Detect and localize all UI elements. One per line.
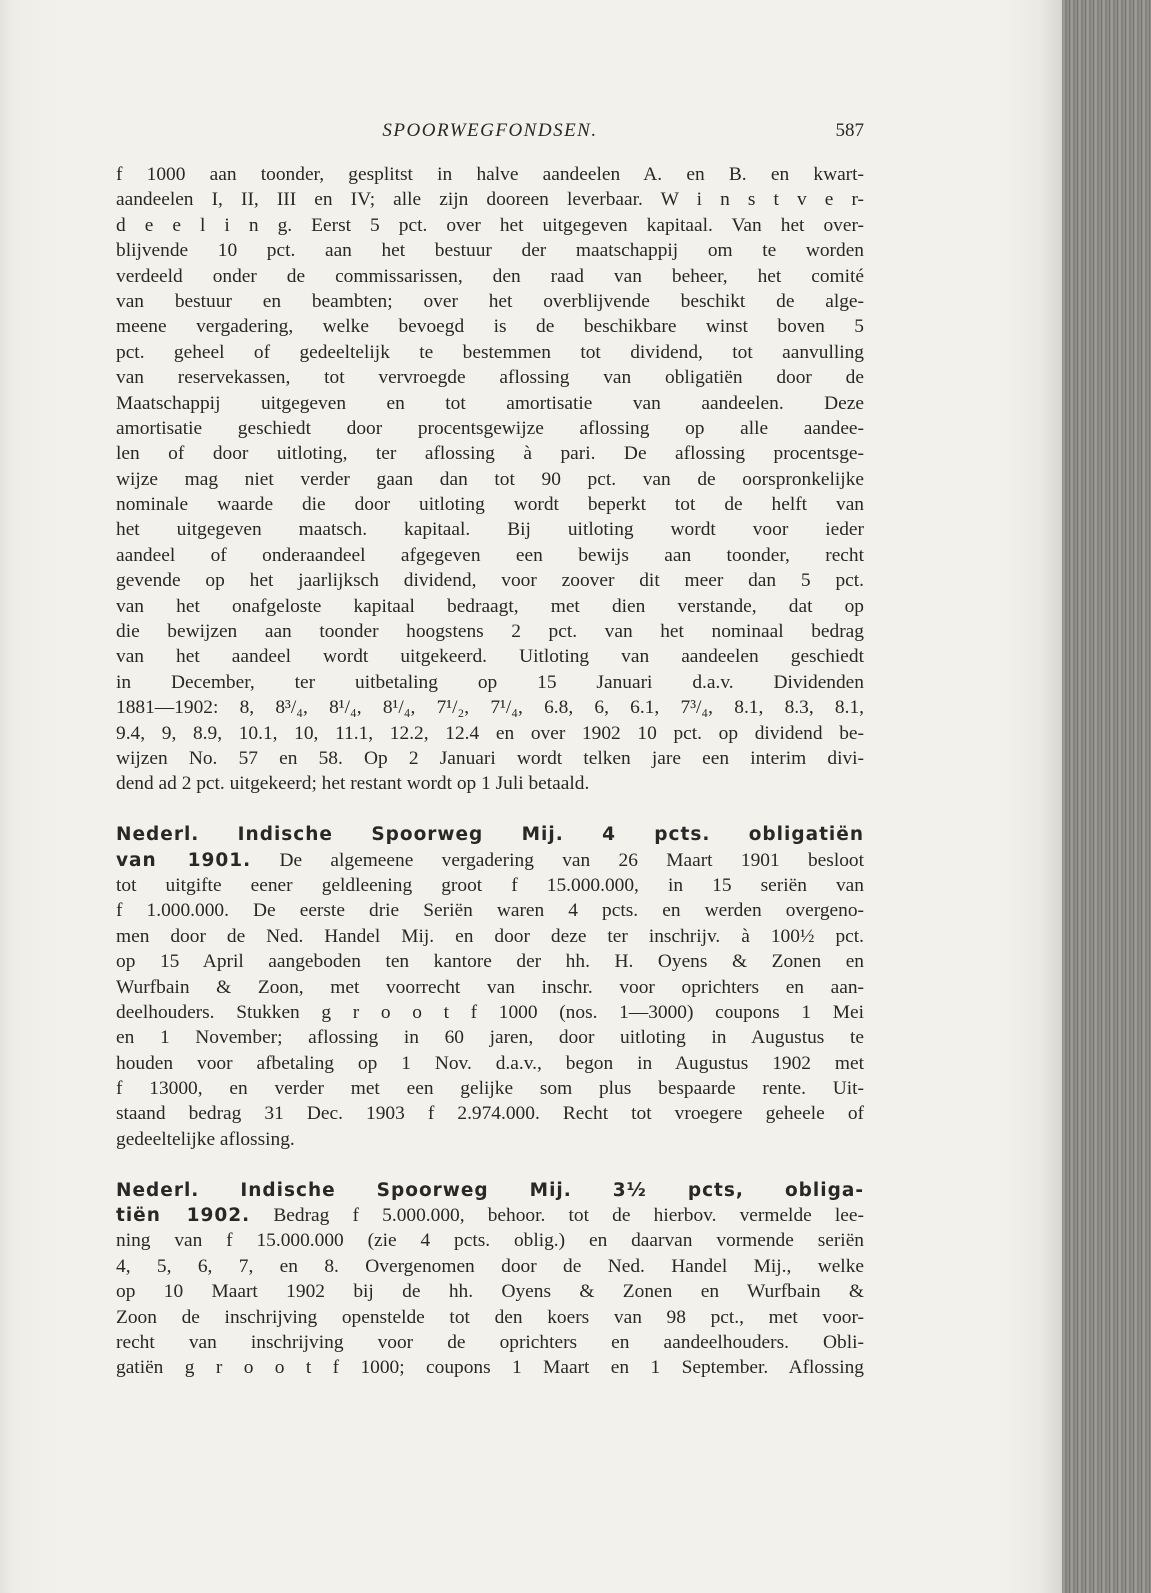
text-line: gatiën g r o o t f 1000; coupons 1 Maart en 1 September. Aflossing [116, 1357, 864, 1379]
text-line: 9.4, 9, 8.9, 10.1, 10, 11.1, 12.2, 12.4 en over 1902 10 pct. op dividend be- [116, 722, 864, 744]
book-spine [1062, 0, 1151, 1593]
section-heading: Nederl. Indische Spoorweg Mij. 4 pcts. obligatiën [116, 824, 864, 846]
text-line: f 1.000.000. De eerste drie Seriën waren 4 pcts. en werden overgeno- [116, 900, 864, 922]
section-obligaties-1901 [116, 822, 864, 1152]
paragraph-dividend-rules [116, 162, 864, 797]
paragraph-gap [116, 797, 864, 822]
text-line: blijvende 10 pct. aan het bestuur der maatschappij om te worden [116, 240, 864, 262]
text-line: gedeeltelijke aflossing. [116, 1128, 295, 1150]
text-line: verdeeld onder de commissarissen, den raad van beheer, het comité [116, 265, 864, 287]
text-line: die bewijzen aan toonder hoogstens 2 pct. van het nominaal bedrag [116, 621, 864, 643]
text-line: ning van f 15.000.000 (zie 4 pcts. oblig.) en daarvan vormende seriën [116, 1230, 864, 1252]
text-line: van het onafgeloste kapitaal bedraagt, met dien verstande, dat op [116, 595, 864, 617]
text-line: f 1000 aan toonder, gesplitst in halve aandeelen A. en B. en kwart- [116, 164, 864, 185]
text-line: amortisatie geschiedt door procentsgewijze aflossing op alle aandee- [116, 417, 864, 439]
paragraph-gap [116, 1152, 864, 1177]
text-line: f 13000, en verder met een gelijke som plus bespaarde rente. Uit- [116, 1078, 864, 1100]
text-line: recht van inschrijving voor de oprichters en aandeelhouders. Obli- [116, 1331, 864, 1353]
text-line [116, 848, 864, 873]
text-line: dend ad 2 pct. uitgekeerd; het restant wordt op 1 Juli betaald. [116, 773, 590, 795]
running-head [116, 120, 864, 150]
page-number: 587 [835, 120, 864, 141]
text-line: wijze mag niet verder gaan dan tot 90 pct. van de oorspronkelijke [116, 468, 864, 490]
text-line: staand bedrag 31 Dec. 1903 f 2.974.000. Recht tot vroegere geheele of [116, 1103, 864, 1125]
section-first-line: Bedrag f 5.000.000, behoor. tot de hierbov. vermelde lee- [273, 1205, 864, 1227]
text-line: van bestuur en beambten; over het overblijvende beschikt de alge- [116, 290, 864, 312]
text-line: op 10 Maart 1902 bij de hh. Oyens & Zonen en Wurfbain & [116, 1281, 864, 1303]
text-line: wijzen No. 57 en 58. Op 2 Januari wordt telken jare een interim divi- [116, 747, 864, 769]
text-line: op 15 April aangeboden ten kantore der hh. H. Oyens & Zonen en [116, 951, 864, 973]
text-line: nominale waarde die door uitloting wordt beperkt tot de helft van [116, 494, 864, 516]
text-line: meene vergadering, welke bevoegd is de beschikbare winst boven 5 [116, 316, 864, 338]
text-line: Zoon de inschrijving openstelde tot den koers van 98 pct., met voor- [116, 1306, 864, 1328]
text-line: van het aandeel wordt uitgekeerd. Uitloting van aandeelen geschiedt [116, 646, 864, 668]
running-title: SPOORWEGFONDSEN. [382, 120, 598, 141]
text-line: deelhouders. Stukken g r o o t f 1000 (nos. 1—3000) coupons 1 Mei [116, 1001, 864, 1023]
section-heading-continued: tiën 1902. [116, 1205, 251, 1227]
text-line: 4, 5, 6, 7, en 8. Overgenomen door de Ned. Handel Mij., welke [116, 1255, 864, 1277]
text-line: tot uitgifte eener geldleening groot f 15.000.000, in 15 seriën van [116, 874, 864, 896]
section-obligaties-1902 [116, 1178, 864, 1381]
text-line: Maatschappij uitgegeven en tot amortisatie van aandeelen. Deze [116, 392, 864, 414]
section-heading-line [116, 822, 864, 847]
text-line: pct. geheel of gedeeltelijk te bestemmen tot dividend, tot aanvulling [116, 341, 864, 363]
text-line: gevende op het jaarlijksch dividend, voor zoover dit meer dan 5 pct. [116, 570, 864, 592]
section-heading: Nederl. Indische Spoorweg Mij. 3½ pcts, obliga- [116, 1179, 864, 1201]
section-first-line: De algemeene vergadering van 26 Maart 1901 besloot [279, 849, 864, 871]
text-line: in December, ter uitbetaling op 15 Januari d.a.v. Dividenden [116, 671, 864, 693]
text-line: en 1 November; aflossing in 60 jaren, door uitloting in Augustus te [116, 1027, 864, 1049]
section-heading-continued: van 1901. [116, 849, 252, 871]
text-line: het uitgegeven maatsch. kapitaal. Bij uitloting wordt voor ieder [116, 519, 864, 541]
text-line: len of door uitloting, ter aflossing à pari. De aflossing procentsge- [116, 443, 864, 465]
text-line: men door de Ned. Handel Mij. en door deze ter inschrijv. à 100½ pct. [116, 925, 864, 947]
section-heading-line [116, 1178, 864, 1203]
text-line: aandeelen I, II, III en IV; alle zijn dooreen leverbaar. W i n s t v e r- [116, 189, 864, 211]
text-line [116, 1203, 864, 1228]
text-line: aandeel of onderaandeel afgegeven een bewijs aan toonder, recht [116, 544, 864, 566]
body-text [116, 162, 864, 1381]
text-line: van reservekassen, tot vervroegde aflossing van obligatiën door de [116, 367, 864, 389]
text-line: houden voor afbetaling op 1 Nov. d.a.v., begon in Augustus 1902 met [116, 1052, 864, 1074]
text-line: d e e l i n g. Eerst 5 pct. over het uitgegeven kapitaal. Van het over- [116, 214, 864, 236]
text-line: 1881—1902: 8, 8³/₄, 8¹/₄, 8¹/₄, 7¹/₂, 7¹/₄, 6.8, 6, 6.1, 7³/₄, 8.1, 8.3, 8.1, [116, 697, 864, 719]
text-line: Wurfbain & Zoon, met voorrecht van inschr. voor oprichters en aan- [116, 976, 864, 998]
